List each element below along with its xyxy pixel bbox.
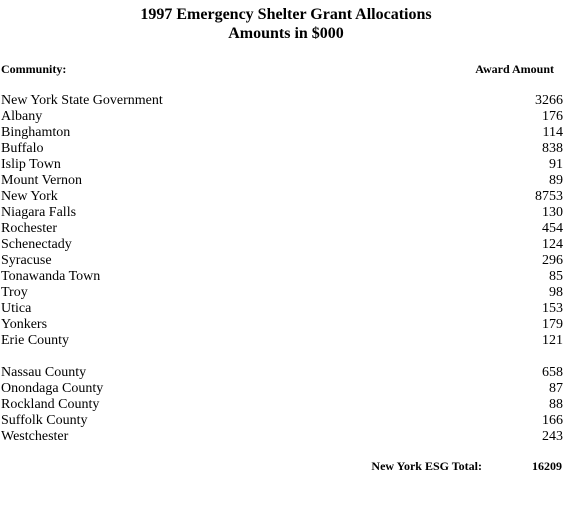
- allocation-list-counties: [1, 365, 563, 445]
- table-row: [1, 125, 563, 141]
- table-row: [1, 205, 563, 221]
- table-row: [1, 109, 563, 125]
- table-row: [1, 189, 563, 205]
- page-subtitle: Amounts in $000: [228, 25, 344, 42]
- table-row: [1, 237, 563, 253]
- table-row: [1, 365, 563, 381]
- community-name: New York State Government: [1, 93, 163, 108]
- award-amount: 88: [549, 397, 563, 412]
- award-amount: 454: [542, 221, 563, 236]
- community-name: New York: [1, 189, 58, 204]
- award-amount: 176: [542, 109, 563, 124]
- award-amount: 296: [542, 253, 563, 268]
- table-row: [1, 381, 563, 397]
- community-name: Niagara Falls: [1, 205, 77, 220]
- table-row: [1, 285, 563, 301]
- community-name: Nassau County: [1, 365, 87, 380]
- community-name: Tonawanda Town: [1, 269, 101, 284]
- award-amount: 179: [542, 317, 563, 332]
- award-amount: 98: [549, 285, 563, 300]
- table-row: [1, 141, 563, 157]
- award-amount: 85: [549, 269, 563, 284]
- award-amount-column-header: Award Amount: [475, 62, 554, 76]
- award-amount: 121: [542, 333, 563, 348]
- community-name: Troy: [1, 285, 28, 300]
- table-row: [1, 413, 563, 429]
- award-amount: 91: [549, 157, 563, 172]
- table-row: [1, 429, 563, 445]
- table-row: [1, 173, 563, 189]
- award-amount: 89: [549, 173, 563, 188]
- page-title: 1997 Emergency Shelter Grant Allocations: [140, 6, 432, 23]
- table-row: [1, 397, 563, 413]
- community-name: Buffalo: [1, 141, 44, 156]
- table-row: [1, 253, 563, 269]
- award-amount: 130: [542, 205, 563, 220]
- table-row: [1, 301, 563, 317]
- award-amount: 166: [542, 413, 563, 428]
- community-name: Mount Vernon: [1, 173, 83, 188]
- table-row: [1, 221, 563, 237]
- community-name: Rockland County: [1, 397, 100, 412]
- award-amount: 8753: [535, 189, 563, 204]
- community-name: Albany: [1, 109, 43, 124]
- community-name: Westchester: [1, 429, 69, 444]
- community-name: Schenectady: [1, 237, 72, 252]
- award-amount: 124: [542, 237, 563, 252]
- table-row: [1, 269, 563, 285]
- community-name: Binghamton: [1, 125, 71, 140]
- table-row: [1, 157, 563, 173]
- community-name: Utica: [1, 301, 32, 316]
- community-name: Erie County: [1, 333, 70, 348]
- community-column-header: Community:: [1, 62, 67, 76]
- table-row: [1, 317, 563, 333]
- award-amount: 87: [549, 381, 563, 396]
- community-name: Islip Town: [1, 157, 61, 172]
- award-amount: 153: [542, 301, 563, 316]
- community-name: Yonkers: [1, 317, 48, 332]
- award-amount: 3266: [535, 93, 563, 108]
- award-amount: 658: [542, 365, 563, 380]
- total-label: New York ESG Total:: [371, 459, 482, 473]
- allocation-list-cities: [1, 93, 563, 349]
- community-name: Onondaga County: [1, 381, 104, 396]
- community-name: Suffolk County: [1, 413, 88, 428]
- award-amount: 243: [542, 429, 563, 444]
- award-amount: 838: [542, 141, 563, 156]
- community-name: Syracuse: [1, 253, 52, 268]
- table-row: [1, 333, 563, 349]
- award-amount: 114: [542, 125, 563, 140]
- total-value: 16209: [532, 459, 562, 473]
- table-row: [1, 93, 563, 109]
- community-name: Rochester: [1, 221, 57, 236]
